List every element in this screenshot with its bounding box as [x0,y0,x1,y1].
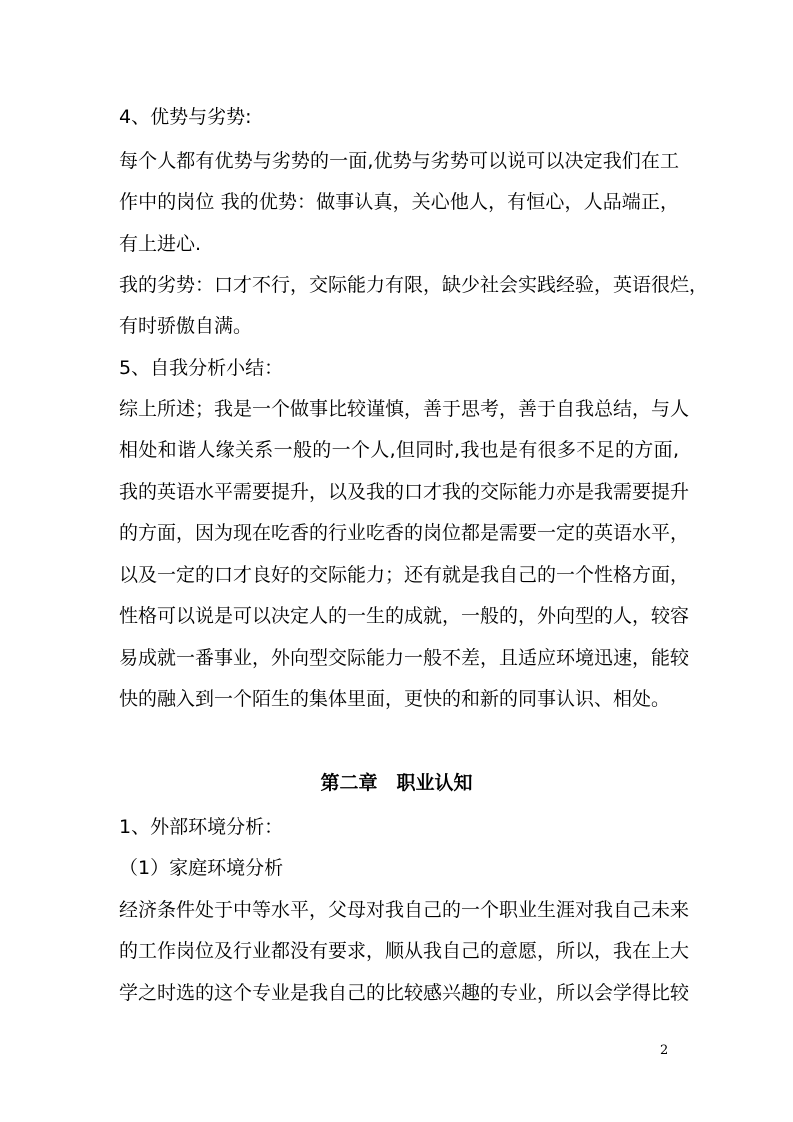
text-line: 相处和谐人缘关系一般的一个人,但同时,我也是有很多不足的方面, [119,439,679,461]
text-line: 我的劣势：口才不行，交际能力有限，缺少社会实践经验，英语很烂， [119,274,709,296]
text-line: 我的英语水平需要提升，以及我的口才我的交际能力亦是我需要提升 [119,481,690,503]
subsection-heading-family: （1）家庭环境分析 [119,857,284,879]
text-line: 综上所述；我是一个做事比较谨慎，善于思考，善于自我总结，与人 [119,398,690,420]
text-line: 有时骄傲自满。 [119,315,253,337]
text-line: 有上进心. [119,233,202,255]
text-line: 性格可以说是可以决定人的一生的成就，一般的，外向型的人，较容 [119,605,690,627]
text-line: 作中的岗位 我的优势：做事认真，关心他人，有恒心，人品端正， [119,191,679,213]
section-heading-strengths: 4、优势与劣势: [119,106,252,128]
text-line: 的工作岗位及行业都没有要求，顺从我自己的意愿，所以，我在上大 [119,940,690,962]
text-line: 以及一定的口才良好的交际能力；还有就是我自己的一个性格方面， [119,564,690,586]
text-line: 学之时选的这个专业是我自己的比较感兴趣的专业，所以会学得比较 [119,982,690,1004]
chapter-heading: 第二章 职业认知 [320,772,473,794]
text-line: 易成就一番事业，外向型交际能力一般不差，且适应环境迅速，能较 [119,647,690,669]
text-line: 经济条件处于中等水平，父母对我自己的一个职业生涯对我自己未来 [119,899,690,921]
text-line: 的方面，因为现在吃香的行业吃香的岗位都是需要一定的英语水平， [119,522,690,544]
text-line: 快的融入到一个陌生的集体里面，更快的和新的同事认识、相处。 [119,688,671,710]
page-number: 2 [660,1043,669,1058]
text-line: 每个人都有优势与劣势的一面,优势与劣势可以说可以决定我们在工 [119,150,679,172]
section-heading-summary: 5、自我分析小结： [119,357,284,379]
section-heading-external: 1、外部环境分析： [119,816,284,838]
